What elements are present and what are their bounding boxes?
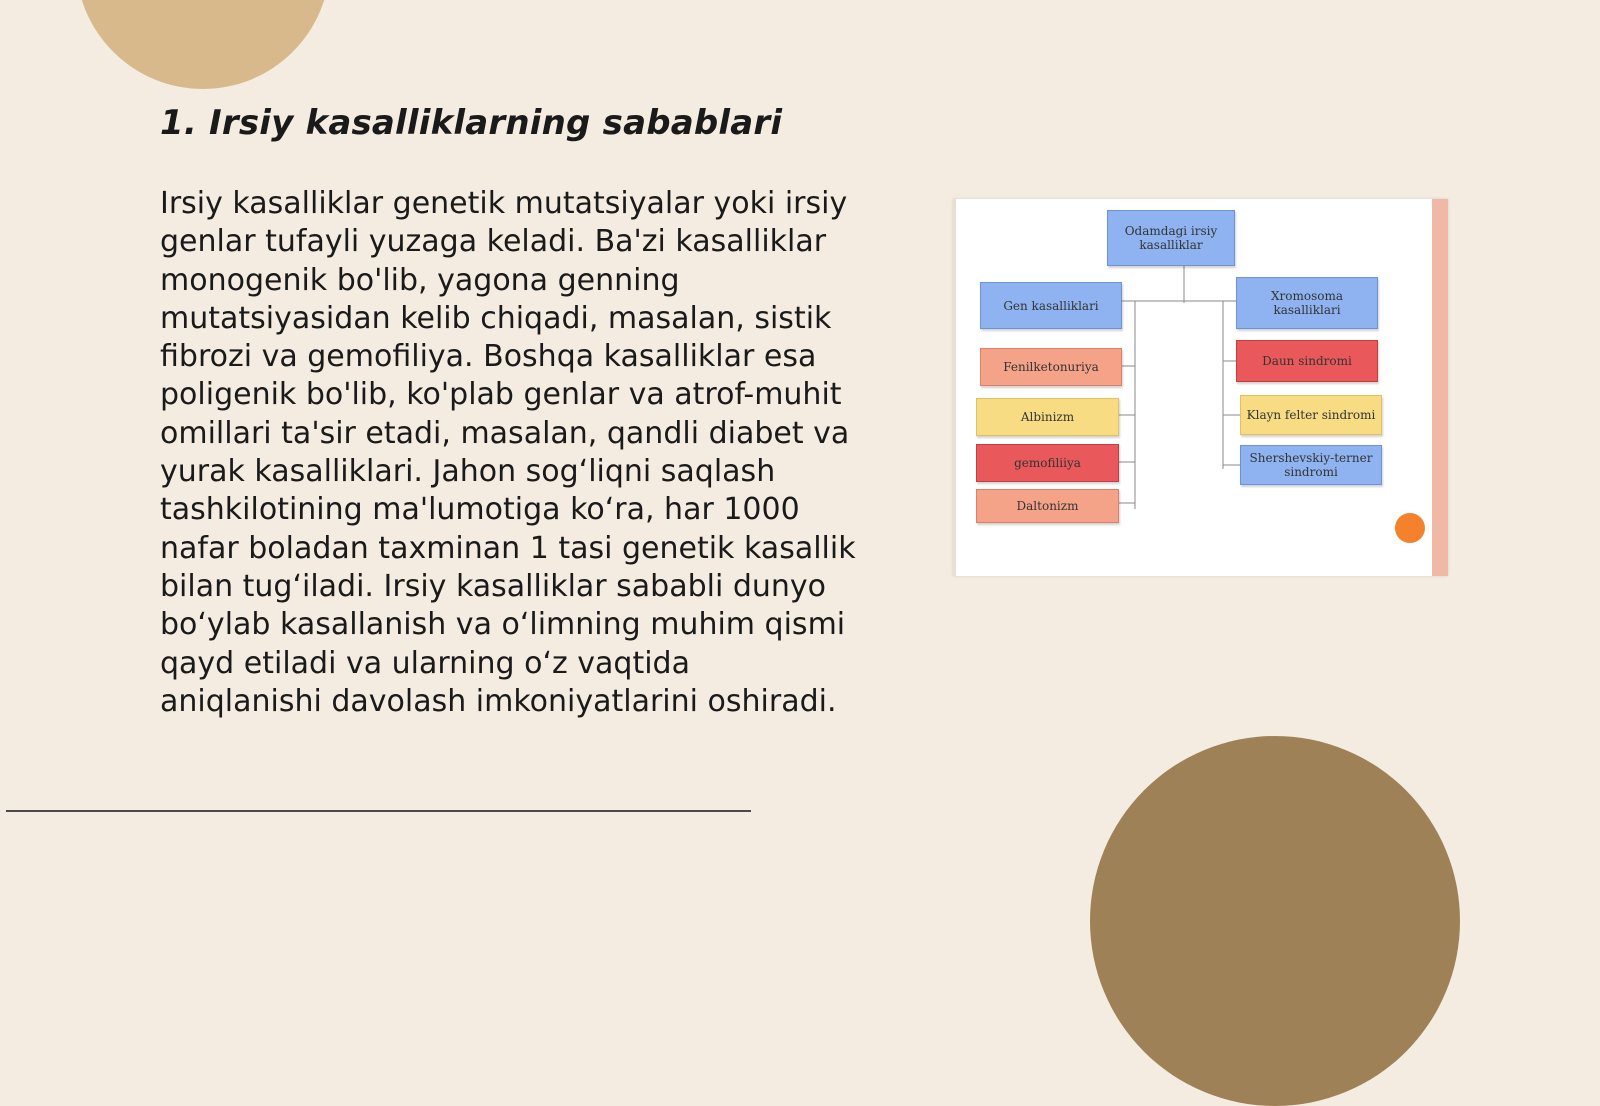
- diagram-item-klinefelter-syndrome: Klayn felter sindromi: [1240, 395, 1382, 435]
- orange-dot: [1395, 513, 1425, 543]
- diagram-chromosome-diseases-box: Xromosoma kasalliklari: [1236, 277, 1378, 329]
- divider-line: [6, 810, 751, 812]
- diagram-item-daltonism: Daltonizm: [976, 489, 1119, 523]
- slide-body-text: Irsiy kasalliklar genetik mutatsiyalar yoki irsiy genlar tufayli yuzaga keladi. Ba'zi kasalliklar monogenik bo'lib, yagona genning mutatsiyasidan kelib chiqadi, masalan, sistik fibrozi va gemofiliya. Boshqa kasalliklar esa poligenik bo'lib, ko'plab genlar va atrof-muhit omillari ta'sir etadi, masalan, qandli diabet va yurak kasalliklari. Jahon sog‘liqni saqlash tashkilotining ma'lumotiga ko‘ra, har 1000 nafar boladan taxminan 1 tasi genetik kasallik bilan tug‘iladi. Irsiy kasalliklar sababli dunyo bo‘ylab kasallanish va o‘limning muhim qismi qayd etiladi va ularning o‘z vaqtida aniqlanishi davolash imkoniyatlarini oshiradi.: [160, 186, 856, 719]
- diagram-root-box: Odamdagi irsiy kasalliklar: [1107, 210, 1235, 266]
- decorative-circle-bottom: [1090, 736, 1460, 1106]
- diagram-item-albinism: Albinizm: [976, 398, 1119, 436]
- slide-title: 1. Irsiy kasalliklarning sabablari: [160, 103, 783, 143]
- diagram-item-hemophilia: gemofiliiya: [976, 444, 1119, 482]
- diagram-gene-diseases-box: Gen kasalliklari: [980, 282, 1122, 329]
- diagram-item-turner-syndrome: Shershevskiy-terner sindromi: [1240, 445, 1382, 485]
- diagram-item-phenylketonuria: Fenilketonuriya: [980, 348, 1122, 386]
- hereditary-diseases-diagram: [953, 199, 1448, 576]
- decorative-circle-top: [76, 0, 330, 89]
- diagram-item-down-syndrome: Daun sindromi: [1236, 340, 1378, 382]
